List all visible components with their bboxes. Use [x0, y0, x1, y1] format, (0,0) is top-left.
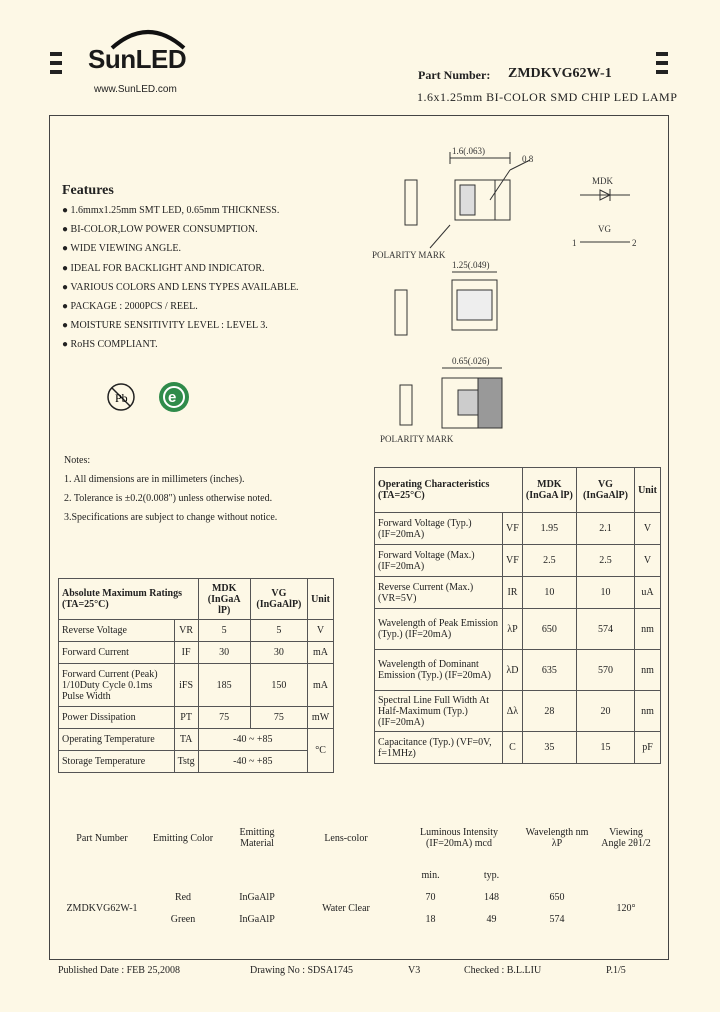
polarity-mark-2: POLARITY MARK [380, 434, 454, 444]
oc-col-mdk: MDK (InGaA lP) [522, 468, 576, 513]
note-item: 1. All dimensions are in millimeters (inches). [64, 474, 245, 485]
table-row: Operating Temperature TA -40 ~ +85 °C [59, 729, 334, 751]
table-row: Storage Temperature Tstg -40 ~ +85 [59, 751, 334, 773]
selection-table [58, 812, 658, 930]
operating-characteristics-table [374, 467, 661, 764]
e-label: e [168, 389, 177, 406]
logo: SunLED [88, 44, 187, 74]
amr-title-cell: Absolute Maximum Ratings (TA=25°C) [59, 579, 199, 620]
table-row: Reverse Voltage VR 5 5 V [59, 620, 334, 642]
table-row: ZMDKVG62W-1 Red InGaAlP Water Clear 70 148 650 120° [66, 891, 636, 914]
amr-col-vg: VG (InGaAlP) [250, 579, 307, 620]
table-row: Wavelength of Peak Emission (Typ.) (IF=20mA) λP 650 574 nm [375, 609, 661, 650]
table-row: Forward Voltage (Max.) (IF=20mA) VF 2.5 2.5 V [375, 545, 661, 577]
table-row: Wavelength of Dominant Emission (Typ.) (IF=20mA) λD 635 570 nm [375, 650, 661, 691]
pin-1: 1 [572, 238, 577, 248]
features-list [62, 204, 299, 358]
pin-2: 2 [632, 238, 637, 248]
feature-item: ● BI-COLOR,LOW POWER CONSUMPTION. [62, 224, 258, 236]
dim-mid: 1.25(.049) [452, 260, 490, 270]
table-row: Forward Current IF 30 30 mA [59, 642, 334, 664]
feature-item: ● VARIOUS COLORS AND LENS TYPES AVAILABLE. [62, 281, 299, 293]
polarity-mark: POLARITY MARK [372, 250, 446, 260]
table-row: Capacitance (Typ.) (VF=0V, f=1MHz) C 35 15 pF [375, 732, 661, 764]
table-row: Power Dissipation PT 75 75 mW [59, 707, 334, 729]
note-item: 2. Tolerance is ±0.2(0.008") unless otherwise noted. [64, 493, 273, 504]
subtitle: 1.6x1.25mm BI-COLOR SMD CHIP LED LAMP [417, 90, 678, 104]
published-date: Published Date : FEB 25,2008 [58, 965, 180, 976]
features-title: Features [62, 183, 114, 198]
amr-col-mdk: MDK (InGaA lP) [198, 579, 250, 620]
feature-item: ● MOISTURE SENSITIVITY LEVEL : LEVEL 3. [62, 320, 268, 332]
table-header-row: Part Number Emitting Color Emitting Material Lens-color Luminous Intensity (IF=20mA) mcd Wavelength nm λP Viewing Angle 2θ1/2 [76, 827, 651, 849]
part-number: ZMDKVG62W-1 [508, 66, 612, 81]
rohs-e-icon [157, 380, 191, 414]
table-row: Spectral Line Full Width At Half-Maximum (Typ.) (IF=20mA) Δλ 28 20 nm [375, 691, 661, 732]
oc-col-unit: Unit [635, 468, 661, 513]
page-number: P.1/5 [606, 965, 626, 976]
checked-by: Checked : B.L.LIU [464, 965, 542, 976]
dim-bot: 0.65(.026) [452, 356, 490, 366]
drawing-number: Drawing No : SDSA1745 [250, 965, 354, 976]
dim-right: 0.8 [522, 154, 534, 164]
notes-title: Notes: [64, 455, 91, 466]
right-bars-decoration [656, 52, 668, 79]
part-number-label: Part Number: [418, 68, 491, 82]
left-bars-decoration [50, 52, 62, 79]
feature-item: ● RoHS COMPLIANT. [62, 339, 158, 351]
table-row: min. typ. [421, 869, 500, 881]
mdk-label: MDK [592, 176, 614, 186]
feature-item: ● WIDE VIEWING ANGLE. [62, 243, 181, 255]
package-drawing [370, 140, 650, 450]
table-row: Forward Current (Peak) 1/10Duty Cycle 0.1ms Pulse Width iFS 185 150 mA [59, 664, 334, 707]
table-row: Green InGaAlP 18 49 574 [170, 913, 565, 925]
notes [64, 455, 277, 531]
vg-label: VG [598, 224, 611, 234]
table-header-row [59, 579, 334, 620]
version: V3 [408, 965, 421, 976]
table-header-row [375, 468, 661, 513]
feature-item: ● IDEAL FOR BACKLIGHT AND INDICATOR. [62, 262, 265, 274]
pb-label: Pb [115, 391, 128, 405]
amr-col-unit: Unit [308, 579, 334, 620]
pb-free-icon [106, 382, 136, 412]
oc-title-cell: Operating Characteristics (TA=25°C) [375, 468, 523, 513]
dim-top: 1.6(.063) [452, 146, 485, 156]
feature-item: ● 1.6mmx1.25mm SMT LED, 0.65mm THICKNESS. [62, 205, 280, 216]
table-row: Forward Voltage (Typ.) (IF=20mA) VF 1.95 2.1 V [375, 513, 661, 545]
website: www.SunLED.com [94, 84, 177, 95]
note-item: 3.Specifications are subject to change without notice. [64, 512, 278, 523]
absolute-max-ratings-table [58, 578, 334, 773]
table-row: Reverse Current (Max.) (VR=5V) IR 10 10 uA [375, 577, 661, 609]
feature-item: ● PACKAGE : 2000PCS / REEL. [62, 300, 198, 312]
oc-col-vg: VG (InGaAlP) [576, 468, 634, 513]
